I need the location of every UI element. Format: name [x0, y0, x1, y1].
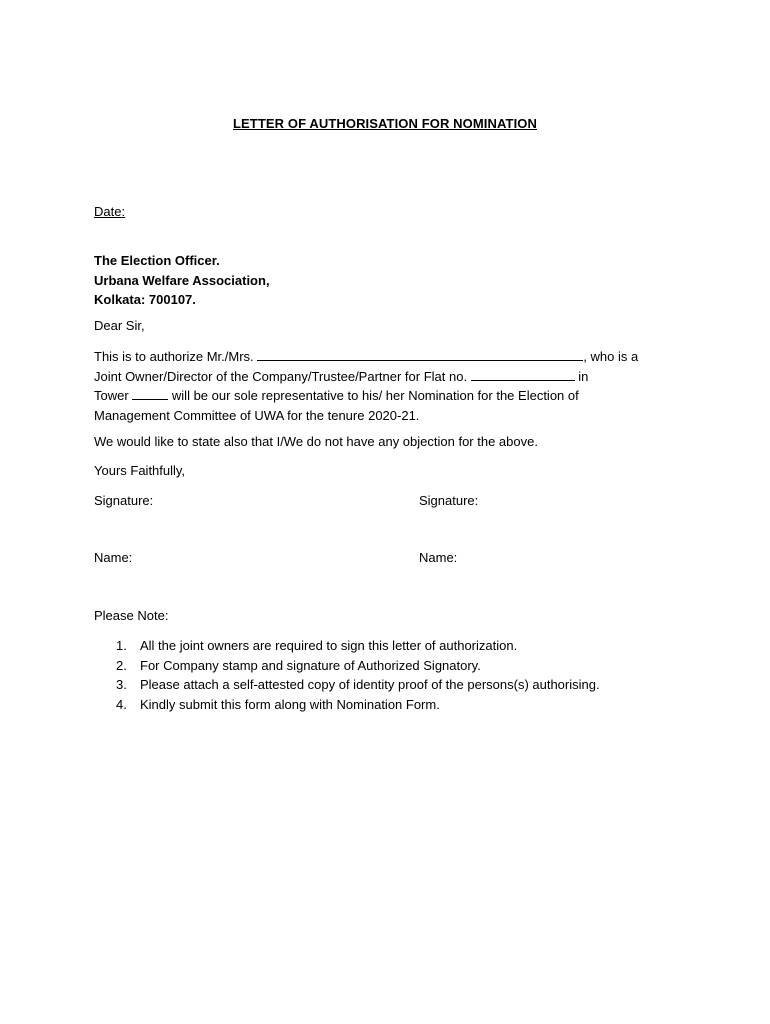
- paragraph-line-3: [94, 386, 674, 406]
- tower-blank[interactable]: [132, 387, 168, 400]
- line1-text-start: This is to authorize Mr./Mrs.: [94, 349, 258, 364]
- note-heading: Please Note:: [94, 608, 169, 623]
- paragraph-line-4: Management Committee of UWA for the tenure 2020-21.: [94, 407, 420, 423]
- signature-label-right: Signature:: [419, 493, 479, 508]
- closing: Yours Faithfully,: [94, 463, 186, 478]
- list-item: 4. Kindly submit this form along with Nomination Form.: [116, 696, 440, 712]
- address-line-1: The Election Officer.: [94, 253, 220, 268]
- document-title: LETTER OF AUTHORISATION FOR NOMINATION: [233, 116, 537, 131]
- name-label-left: Name:: [94, 550, 133, 565]
- name-blank[interactable]: [257, 348, 583, 361]
- name-label-right: Name:: [419, 550, 458, 565]
- signature-label-left: Signature:: [94, 493, 154, 508]
- line1-text-end: , who is a: [583, 349, 639, 364]
- line2-text-start: Joint Owner/Director of the Company/Trustee/Partner for Flat no.: [94, 368, 471, 384]
- paragraph-line-2: [94, 367, 674, 387]
- paragraph-line-1: [94, 347, 674, 367]
- line3-text-start: Tower: [94, 388, 133, 403]
- line2-text-end: in: [574, 368, 589, 384]
- salutation: Dear Sir,: [94, 318, 145, 333]
- address-line-2: Urbana Welfare Association,: [94, 272, 270, 288]
- notes-list: [116, 636, 600, 714]
- authorization-paragraph: [94, 347, 674, 425]
- no-objection-statement: We would like to state also that I/We do not have any objection for the above.: [94, 434, 538, 449]
- recipient-address: [94, 251, 270, 310]
- list-item: 2. For Company stamp and signature of Authorized Signatory.: [116, 657, 481, 673]
- list-item: 3. Please attach a self-attested copy of identity proof of the persons(s) authorising.: [116, 677, 600, 692]
- address-line-3: Kolkata: 700107.: [94, 292, 196, 307]
- list-item: 1. All the joint owners are required to sign this letter of authorization.: [116, 638, 518, 653]
- line3-text-end: will be our sole representative to his/ her Nomination for the Election of: [168, 388, 579, 403]
- date-label: Date:: [94, 204, 126, 219]
- flat-no-blank[interactable]: [471, 368, 575, 381]
